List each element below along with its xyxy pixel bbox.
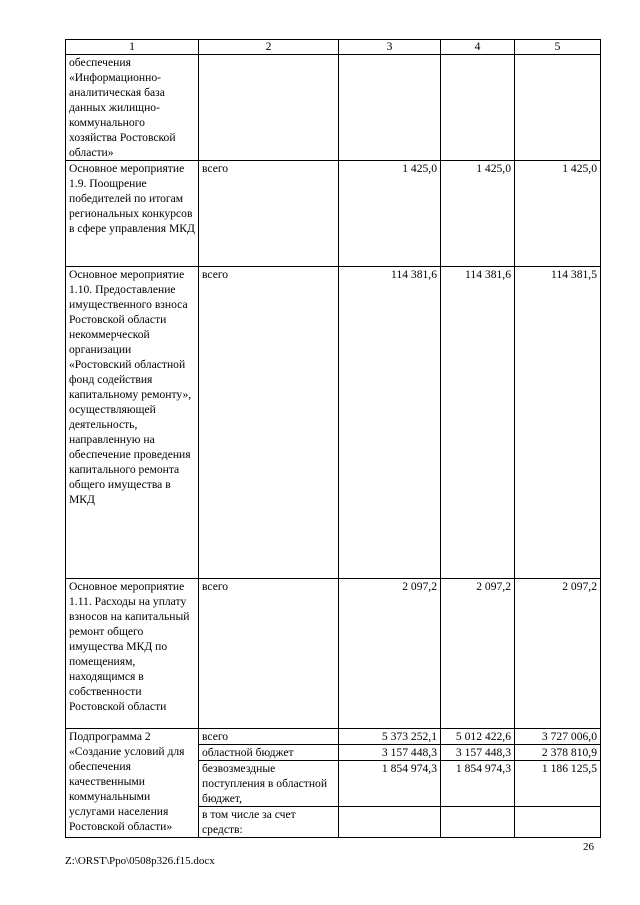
- table-row: [66, 55, 601, 161]
- header-cell: 3: [339, 40, 441, 55]
- funding-source-cell: всего: [199, 267, 339, 579]
- subprogram-title-cell: Подпрограмма 2 «Создание условий для обеспечения качественными коммунальными услугами населения Ростовской области»: [66, 729, 199, 838]
- value-cell: 3 157 448,3: [339, 745, 441, 761]
- value-cell: 114 381,5: [515, 267, 601, 579]
- value-cell: 5 373 252,1: [339, 729, 441, 745]
- value-cell: 1 425,0: [515, 161, 601, 267]
- value-cell: 1 854 974,3: [339, 761, 441, 807]
- budget-table: [65, 39, 601, 838]
- funding-source-cell: областной бюджет: [199, 745, 339, 761]
- value-cell: 2 378 810,9: [515, 745, 601, 761]
- value-cell: [339, 807, 441, 838]
- funding-source-cell: всего: [199, 729, 339, 745]
- value-cell: 1 186 125,5: [515, 761, 601, 807]
- page-number: 26: [583, 841, 594, 853]
- value-cell: 1 425,0: [339, 161, 441, 267]
- value-cell: 1 425,0: [441, 161, 515, 267]
- activity-name-cell: обеспечения «Информационно-аналитическая база данных жилищно-коммунального хозяйства Ростовской области»: [66, 55, 199, 161]
- value-cell: [339, 55, 441, 161]
- header-cell: 2: [199, 40, 339, 55]
- funding-source-cell: всего: [199, 579, 339, 729]
- value-cell: [441, 807, 515, 838]
- value-cell: 5 012 422,6: [441, 729, 515, 745]
- subprogram-row: [66, 729, 601, 745]
- funding-source-cell: в том числе за счет средств:: [199, 807, 339, 838]
- table-row: [66, 267, 601, 579]
- value-cell: 2 097,2: [339, 579, 441, 729]
- value-cell: 114 381,6: [339, 267, 441, 579]
- activity-name-cell: Основное мероприятие 1.9. Поощрение победителей по итогам региональных конкурсов в сфере управления МКД: [66, 161, 199, 267]
- activity-name-cell: Основное мероприятие 1.10. Предоставление имущественного взноса Ростовской области некоммерческой организации «Ростовский областной фонд содействия капитальному ремонту», осуществляющей деятельность, направленную на обеспечение проведения капитального ремонта общего имущества в МКД: [66, 267, 199, 579]
- header-cell: 5: [515, 40, 601, 55]
- value-cell: [441, 55, 515, 161]
- table-row: [66, 161, 601, 267]
- value-cell: 2 097,2: [515, 579, 601, 729]
- value-cell: 1 854 974,3: [441, 761, 515, 807]
- header-cell: 1: [66, 40, 199, 55]
- value-cell: [515, 55, 601, 161]
- value-cell: 2 097,2: [441, 579, 515, 729]
- value-cell: [515, 807, 601, 838]
- funding-source-cell: всего: [199, 161, 339, 267]
- table-row: [66, 579, 601, 729]
- file-path: Z:\ORST\Ppo\0508p326.f15.docx: [65, 855, 215, 867]
- funding-source-cell: [199, 55, 339, 161]
- header-cell: 4: [441, 40, 515, 55]
- value-cell: 3 157 448,3: [441, 745, 515, 761]
- header-row: [66, 40, 601, 55]
- funding-source-cell: безвозмездные поступления в областной бюджет,: [199, 761, 339, 807]
- value-cell: 3 727 006,0: [515, 729, 601, 745]
- value-cell: 114 381,6: [441, 267, 515, 579]
- activity-name-cell: Основное мероприятие 1.11. Расходы на уплату взносов на капитальный ремонт общего имущества МКД по помещениям, находящимся в собственности Ростовской области: [66, 579, 199, 729]
